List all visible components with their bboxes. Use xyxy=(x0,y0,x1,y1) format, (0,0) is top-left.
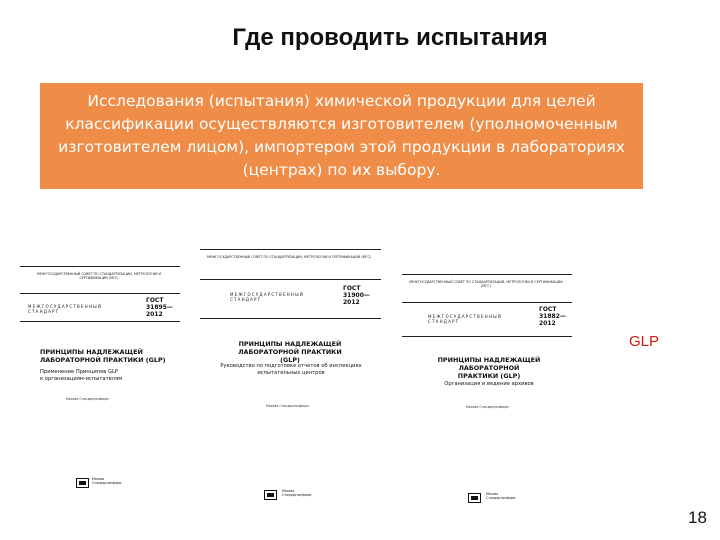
document-subtitle xyxy=(40,369,122,382)
divider xyxy=(20,321,180,322)
gost-code: 31895— xyxy=(146,304,173,311)
divider xyxy=(402,274,572,275)
document-title-line: ЛАБОРАТОРНОЙ ПРАКТИКИ (GLP) xyxy=(238,348,342,364)
divider xyxy=(20,266,180,267)
gost-document-31882 xyxy=(402,274,572,510)
document-subtitle-line: Применение Принципов GLP xyxy=(40,369,119,375)
document-header: МЕЖГОСУДАРСТВЕННЫЙ СОВЕТ ПО СТАНДАРТИЗАЦИИ, МЕТРОЛОГИИ И СЕРТИФИКАЦИИ (МГС) xyxy=(36,272,162,281)
standard-type: МЕЖГОСУДАРСТВЕННЫЙ СТАНДАРТ xyxy=(28,304,103,314)
gost-label: ГОСТ xyxy=(343,285,361,292)
document-subtitle-line: к организациям-испытателям xyxy=(40,375,123,382)
divider xyxy=(200,318,381,319)
gost-code: 31900— xyxy=(343,292,370,299)
notice-line: Исследования (испытания) химической продукции для целей xyxy=(87,92,596,110)
gost-document-31900 xyxy=(200,249,381,509)
document-subtitle xyxy=(414,381,564,388)
publisher-name: Москва Стандартинформ xyxy=(92,477,122,485)
document-title xyxy=(40,348,166,364)
document-title-line: ПРИНЦИПЫ НАДЛЕЖАЩЕЙ xyxy=(40,348,143,356)
gost-label: ГОСТ xyxy=(146,297,164,304)
publication-note: Москва Стандартинформ xyxy=(266,404,309,408)
gost-number xyxy=(146,297,173,318)
publisher-name: Москва Стандартинформ xyxy=(486,492,516,500)
notice-box xyxy=(40,83,643,189)
document-title-line: ПРИНЦИПЫ НАДЛЕЖАЩЕЙ ЛАБОРАТОРНОЙ xyxy=(437,356,541,372)
divider xyxy=(200,279,381,280)
divider xyxy=(20,293,180,294)
gost-number xyxy=(539,306,566,327)
publisher-logo-icon xyxy=(468,493,481,503)
page-number: 18 xyxy=(688,508,707,527)
divider xyxy=(402,336,572,337)
gost-code: 31882— xyxy=(539,313,566,320)
glp-label: GLP xyxy=(629,333,660,350)
slide-title: Где проводить испытания xyxy=(232,24,548,51)
document-title-line: ПРАКТИКИ (GLP) xyxy=(457,372,521,380)
publication-note: Москва Стандартинформ xyxy=(466,405,509,409)
document-title xyxy=(230,340,350,364)
divider xyxy=(402,302,572,303)
standard-type: МЕЖГОСУДАРСТВЕННЫЙ СТАНДАРТ xyxy=(230,292,305,302)
document-subtitle-line: Руководство по подготовке отчетов об инспекциях xyxy=(220,363,362,369)
gost-label: ГОСТ xyxy=(539,306,557,313)
gost-year: 2012 xyxy=(539,320,556,327)
publisher-logo-icon xyxy=(264,490,277,500)
gost-number xyxy=(343,285,370,306)
notice-line: изготовителем лицом), импортером этой продукции в лабораториях xyxy=(58,138,625,156)
gost-year: 2012 xyxy=(343,299,360,306)
divider xyxy=(200,249,381,250)
document-header: МЕЖГОСУДАРСТВЕННЫЙ СОВЕТ ПО СТАНДАРТИЗАЦИИ, МЕТРОЛОГИИ И СЕРТИФИКАЦИИ (МГС) xyxy=(206,255,372,259)
document-subtitle-line: испытательных центров xyxy=(257,369,325,376)
document-title-line: ПРИНЦИПЫ НАДЛЕЖАЩЕЙ xyxy=(238,340,342,348)
gost-year: 2012 xyxy=(146,311,163,318)
publication-note: Москва Стандартинформ xyxy=(66,397,109,401)
document-title xyxy=(414,356,564,380)
standard-type: МЕЖГОСУДАРСТВЕННЫЙ СТАНДАРТ xyxy=(428,314,503,324)
publisher-logo-icon xyxy=(76,478,89,488)
document-title-line: ЛАБОРАТОРНОЙ ПРАКТИКИ (GLP) xyxy=(40,356,166,364)
publisher-name: Москва Стандартинформ xyxy=(282,489,312,497)
document-subtitle xyxy=(206,363,376,376)
gost-document-31895 xyxy=(20,266,180,506)
document-subtitle-line: Организация и ведение архивов xyxy=(444,381,534,387)
document-header: МЕЖГОСУДАРСТВЕННЫЙ СОВЕТ ПО СТАНДАРТИЗАЦИИ, МЕТРОЛОГИИ И СЕРТИФИКАЦИИ (МГС) xyxy=(409,280,563,289)
notice-line: классификации осуществляются изготовителем (уполномоченным xyxy=(65,115,618,133)
notice-line: (центрах) по их выбору. xyxy=(242,161,441,179)
